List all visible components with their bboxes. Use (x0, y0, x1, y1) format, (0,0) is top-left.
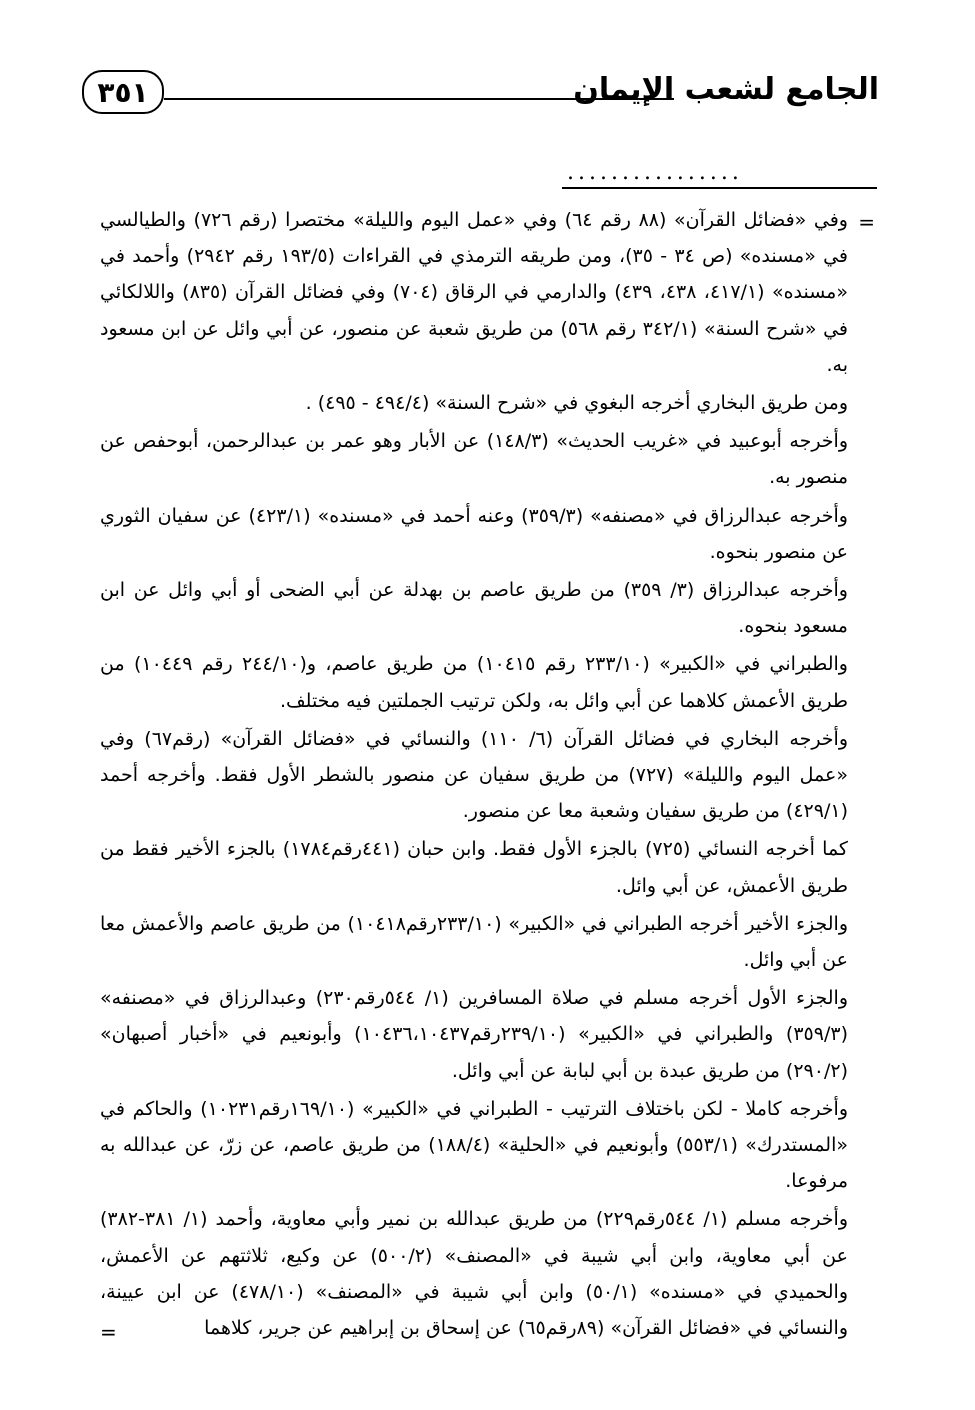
paragraph: وأخرجه مسلم (١/ ٥٤٤رقم٢٢٩) من طريق عبدالله بن نمير وأبي معاوية، وأحمد (١/ ٣٨١-٣٨٢) عن أبي معاوية، وابن أبي شيبة في «المصنف» (٥٠٠/٢) عن وكيع، ثلاثتهم عن الأعمش، والحميدي في «مسنده» (٥٠/١) وابن أبي شيبة في «المصنف» (٤٧٨/١٠) عن ابن عيينة، والنسائي في «فضائل القرآن» (٨٩رقم٦٥) عن إسحاق بن إبراهيم عن جرير، كلاهما (100, 1208, 849, 1340)
running-title: الجامع لشعب الإيمان (573, 72, 879, 107)
header-rule (164, 98, 674, 100)
footnote-body (100, 202, 848, 1348)
page-header (82, 66, 879, 126)
paragraph: وفي «فضائل القرآن» (٨٨ رقم ٦٤) وفي «عمل اليوم والليلة» مختصرا (رقم ٧٢٦) والطيالسي في «مسنده» (ص ٣٤ - ٣٥)، ومن طريقه الترمذي في القراءات (١٩٣/٥ رقم ٢٩٤٢) وأحمد في «مسنده» (٤١٧/١، ٤٣٨، ٤٣٩) والدارمي في الرقاق (٧٠٤) وفي فضائل القرآن (٨٣٥) واللالكائي في «شرح السنة» (٣٤٢/١ رقم ٥٦٨) من طريق شعبة عن منصور، عن أبي وائل عن ابن مسعود به. (100, 209, 849, 376)
footnote-separator-dots: ................ (567, 160, 743, 185)
continuation-mark: = (858, 210, 875, 234)
paragraph: وأخرجه عبدالرزاق (٣/ ٣٥٩) من طريق عاصم بن بهدلة عن أبي الضحى أو أبي وائل عن ابن مسعود بنحوه. (100, 579, 848, 638)
paragraph: والجزء الأول أخرجه مسلم في صلاة المسافرين (١/ ٥٤٤رقم٢٣٠) وعبدالرزاق في «مصنفه» (٣٥٩/٣) والطبراني في «الكبير» (٢٣٩/١٠رقم١٠٤٣٦،١٠٤٣٧) وأبونعيم في «أخبار أصبهان» (٢٩٠/٢) من طريق عبدة بن أبي لبابة عن أبي وائل. (100, 987, 848, 1082)
paragraph: والجزء الأخير أخرجه الطبراني في «الكبير» (٢٣٣/١٠رقم١٠٤١٨) من طريق عاصم والأعمش معا عن أبي وائل. (100, 912, 848, 972)
paragraph: وأخرجه عبدالرزاق في «مصنفه» (٣٥٩/٣) وعنه أحمد في «مسنده» (٤٢٣/١) عن سفيان الثوري عن منصور بنحوه. (100, 504, 848, 563)
end-continuation-mark: = (100, 1320, 117, 1344)
paragraph: وأخرجه أبوعبيد في «غريب الحديث» (١٤٨/٣) عن الأبار وهو عمر بن عبدالرحمن، أبوحفص عن منصور به. (100, 430, 848, 489)
page-number: ٣٥١ (82, 70, 164, 114)
paragraph: كما أخرجه النسائي (٧٢٥) بالجزء الأول فقط. وابن حبان (٤٤١رقم١٧٨٤) بالجزء الأخير فقط من طريق الأعمش، عن أبي وائل. (100, 838, 848, 897)
paragraph: وأخرجه البخاري في فضائل القرآن (٦/ ١١٠) والنسائي في «فضائل القرآن» (رقم٦٧) وفي «عمل اليوم والليلة» (٧٢٧) من طريق سفيان عن منصور بالشطر الأول فقط. وأخرجه أحمد (٤٢٩/١) من طريق سفيان وشعبة معا عن منصور. (100, 727, 849, 823)
paragraph: وأخرجه كاملا - لكن باختلاف الترتيب - الطبراني في «الكبير» (١٦٩/١٠رقم١٠٢٣١) والحاكم في «المستدرك» (٥٥٣/١) وأبونعيم في «الحلية» (١٨٨/٤) من طريق عاصم، عن زرّ، عن عبدالله به مرفوعا. (100, 1097, 849, 1193)
paragraph: والطبراني في «الكبير» (٢٣٣/١٠ رقم ١٠٤١٥) من طريق عاصم، و(٢٤٤/١٠ رقم ١٠٤٤٩) من طريق الأعمش كلاهما عن أبي وائل به، ولكن ترتيب الجملتين فيه مختلف. (100, 653, 848, 712)
paragraph: ومن طريق البخاري أخرجه البغوي في «شرح السنة» (٤٩٤/٤ - ٤٩٥) . (305, 392, 848, 415)
footnote-separator-rule (562, 187, 877, 189)
